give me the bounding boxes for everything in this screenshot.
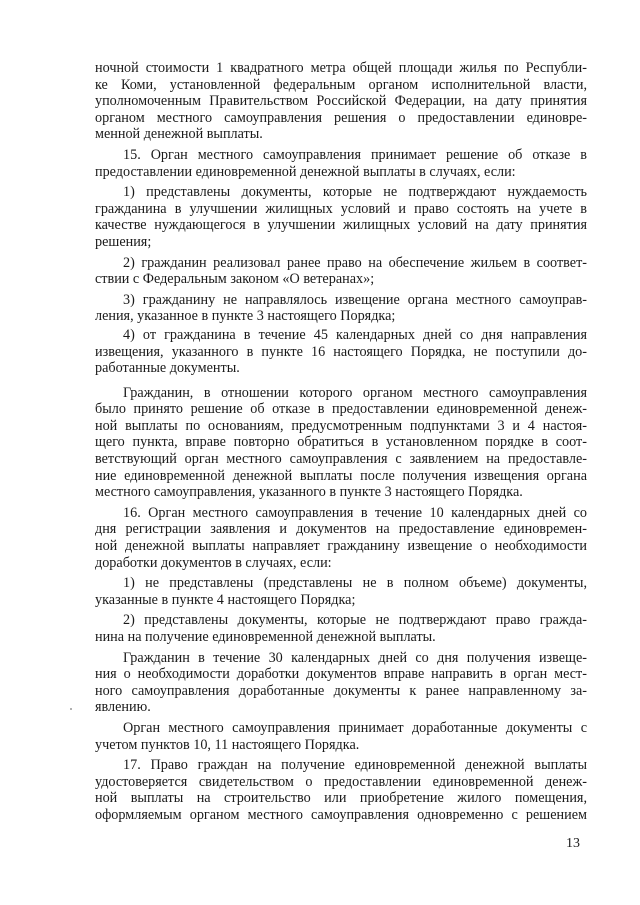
text-line: оформляемым органом местного самоуправления одновременно с решением bbox=[95, 806, 587, 823]
text-line: указанные в пункте 4 настоящего Порядка; bbox=[95, 591, 356, 608]
text-line: 1) не представлены (представлены не в полном объеме) документы, bbox=[123, 575, 587, 592]
text-line: Гражданин в течение 30 календарных дней со дня получения извеще- bbox=[123, 649, 587, 666]
paragraph bbox=[95, 255, 587, 288]
text-line: ния о необходимости доработки документов вправе направить в орган мест- bbox=[95, 666, 587, 683]
paragraph bbox=[95, 292, 587, 325]
text-line: качестве нуждающегося в улучшении жилищных условий на дату принятия bbox=[95, 217, 587, 234]
text-line: предоставлении единовременной денежной выплаты в случаях, если: bbox=[95, 163, 516, 180]
text-line: Орган местного самоуправления принимает доработанные документы с bbox=[123, 719, 587, 736]
text-line: 2) представлены документы, которые не подтверждают право гражда- bbox=[123, 612, 587, 629]
text-line: менной денежной выплаты. bbox=[95, 126, 263, 143]
text-line: ветствующий орган местного самоуправления с заявлением на предоставле- bbox=[95, 451, 587, 468]
text-line: уполномоченным Правительством Российской Федерации, на дату принятия bbox=[95, 93, 587, 110]
text-line: удостоверяется свидетельством о предоставлении единовременной денеж- bbox=[95, 773, 587, 790]
text-line: ствии с Федеральным законом «О ветеранах»; bbox=[95, 271, 375, 288]
text-line: ного самоуправления доработанные документы к ранее направленному за- bbox=[95, 682, 587, 699]
text-line: ления, указанное в пункте 3 настоящего Порядка; bbox=[95, 308, 396, 325]
text-line: было принято решение об отказе в предоставлении единовременной денеж- bbox=[95, 401, 587, 418]
text-line: ке Коми, установленной федеральным органом исполнительной власти, bbox=[95, 76, 587, 93]
text-line: 3) гражданину не направлялось извещение органа местного самоуправ- bbox=[123, 291, 587, 308]
paragraph bbox=[95, 147, 587, 180]
text-line: 2) гражданин реализовал ранее право на обеспечение жильем в соответ- bbox=[123, 254, 587, 271]
text-line: решения; bbox=[95, 233, 152, 250]
text-line: нина на получение единовременной денежной выплаты. bbox=[95, 629, 436, 645]
text-line: дня регистрации заявления и документов на предоставление единовремен- bbox=[95, 521, 587, 538]
scan-speck bbox=[70, 708, 72, 710]
page-number: 13 bbox=[566, 836, 580, 851]
text-line: ной выплаты по основаниям, предусмотренным подпунктами 3 и 4 настоя- bbox=[95, 417, 587, 434]
text-line: ной выплаты на строительство или приобретение жилого помещения, bbox=[95, 790, 587, 807]
paragraph bbox=[95, 505, 587, 571]
text-line: 15. Орган местного самоуправления принимает решение об отказе в bbox=[123, 146, 587, 163]
text-line: органом местного самоуправления решения о предоставлении единовре- bbox=[95, 109, 587, 126]
text-line: учетом пунктов 10, 11 настоящего Порядка. bbox=[95, 736, 360, 753]
text-line: ночной стоимости 1 квадратного метра общей площади жилья по Республи- bbox=[95, 60, 587, 76]
text-line: доработки документов в случаях, если: bbox=[95, 554, 332, 571]
text-line: 16. Орган местного самоуправления в течение 10 календарных дней со bbox=[123, 504, 587, 521]
text-line: Гражданин, в отношении которого органом местного самоуправления bbox=[123, 384, 587, 401]
text-line: гражданина в улучшении жилищных условий и право состоять на учете в bbox=[95, 200, 587, 217]
text-line: извещения, указанного в пункте 16 настоящего Порядка, не поступили до- bbox=[95, 343, 587, 360]
paragraph bbox=[95, 612, 587, 645]
document-page bbox=[95, 60, 587, 824]
text-line: местного самоуправления, указанного в пункте 3 настоящего Порядка. bbox=[95, 484, 523, 501]
text-line: 1) представлены документы, которые не подтверждают нуждаемость bbox=[123, 184, 587, 201]
paragraph bbox=[95, 720, 587, 753]
text-line: 4) от гражданина в течение 45 календарных дней со дня направления bbox=[123, 326, 587, 343]
text-line: ние единовременной денежной выплаты после получения извещения органа bbox=[95, 467, 587, 484]
text-line: 17. Право граждан на получение единовременной денежной выплаты bbox=[123, 757, 587, 774]
text-line: работанные документы. bbox=[95, 360, 240, 377]
paragraph bbox=[95, 385, 587, 501]
paragraph bbox=[95, 757, 587, 823]
text-line: ной денежной выплаты направляет гражданину извещение о необходимости bbox=[95, 538, 587, 555]
paragraph bbox=[95, 60, 587, 143]
paragraph bbox=[95, 650, 587, 716]
text-line: явлению. bbox=[95, 699, 151, 716]
paragraph bbox=[95, 575, 587, 608]
paragraph bbox=[95, 184, 587, 250]
paragraph bbox=[95, 327, 587, 377]
text-line: щего пункта, вправе повторно обратиться в установленном порядке в соот- bbox=[95, 434, 587, 451]
